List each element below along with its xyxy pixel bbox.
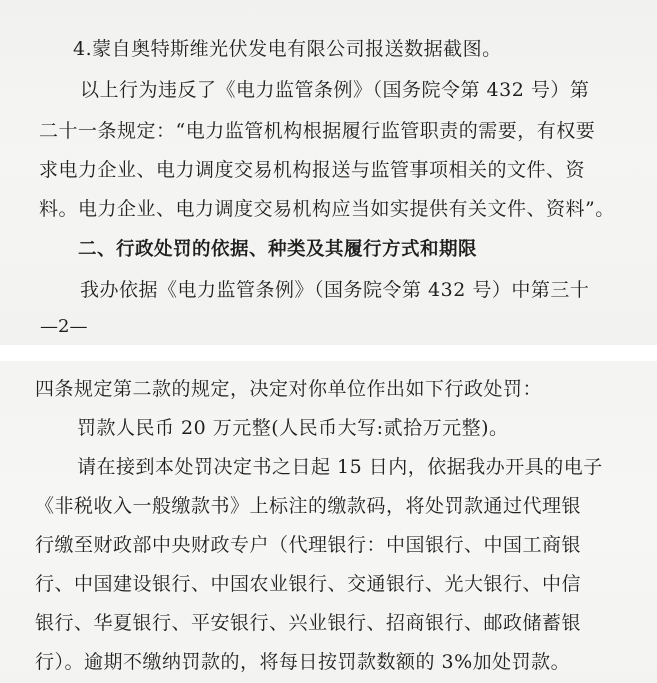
page-number: —2— bbox=[40, 316, 88, 337]
paragraph-line: 请在接到本处罚决定书之日起 15 日内，依据我办开具的电子 bbox=[77, 456, 603, 478]
paragraph-line: 二十一条规定：“电力监管机构根据履行监管职责的需要，有权要 bbox=[39, 120, 596, 142]
section-heading: 二、行政处罚的依据、种类及其履行方式和期限 bbox=[78, 239, 478, 260]
paragraph-line: 《非税收入一般缴款书》上标注的缴款码，将处罚款通过代理银 bbox=[35, 495, 582, 517]
paragraph-line: 四条规定第二款的规定，决定对你单位作出如下行政处罚： bbox=[35, 378, 543, 400]
paragraph-line: 料。电力企业、电力调度交易机构应当如实提供有关文件、资料”。 bbox=[39, 198, 615, 220]
page-separator bbox=[0, 345, 657, 361]
paragraph-line: 行）。逾期不缴纳罚款的，将每日按罚款数额的 3%加处罚款。 bbox=[35, 651, 571, 673]
paragraph-line: 行缴至财政部中央财政专户（代理银行：中国银行、中国工商银 bbox=[35, 534, 582, 556]
paragraph-line: 求电力企业、电力调度交易机构报送与监管事项相关的文件、资 bbox=[39, 159, 586, 181]
paragraph-line: 银行、华夏银行、平安银行、兴业银行、招商银行、邮政储蓄银 bbox=[35, 612, 582, 634]
paragraph-line: 以上行为违反了《电力监管条例》（国务院令第 432 号）第 bbox=[80, 79, 590, 101]
paragraph-line: 4.蒙自奥特斯维光伏发电有限公司报送数据截图。 bbox=[73, 38, 502, 60]
paragraph-line: 行、中国建设银行、中国农业银行、交通银行、光大银行、中信 bbox=[35, 573, 582, 595]
paragraph-line: 罚款人民币 20 万元整(人民币大写:贰拾万元整)。 bbox=[77, 417, 509, 439]
paragraph-line: 我办依据《电力监管条例》（国务院令第 432 号）中第三十 bbox=[80, 279, 590, 301]
